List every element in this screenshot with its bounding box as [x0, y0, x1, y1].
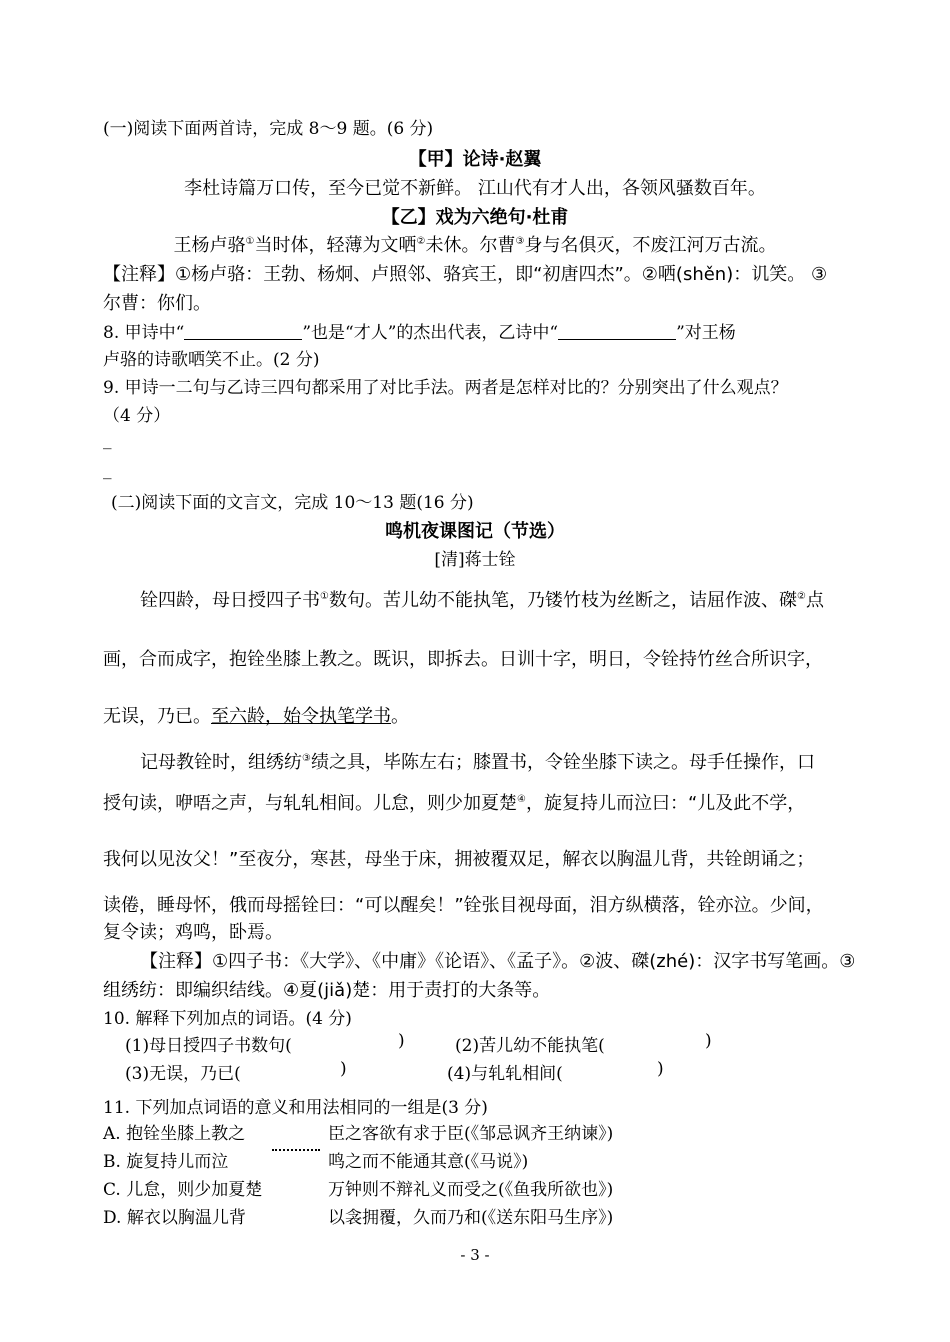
note-ref: ③: [302, 753, 311, 764]
answer-line-1[interactable]: _: [103, 430, 112, 450]
q11-option-d-right: 以衾拥覆，久而乃和(《送东阳马生序》): [328, 1208, 614, 1228]
question-11-stem: 11. 下列加点词语的意义和用法相同的一组是(3 分): [103, 1098, 488, 1118]
question-9-line1: 9. 甲诗一二句与乙诗三四句都采用了对比手法。两者是怎样对比的？分别突出了什么观点？: [103, 378, 788, 398]
page-number: - 3 -: [460, 1246, 490, 1264]
q11-option-b-left[interactable]: B. 旋复持儿而泣: [103, 1152, 229, 1172]
text-seg: ，旋复持儿而泣曰：“儿及此不学，: [525, 793, 806, 814]
passage-p1-line2: 画，合而成字，抱铨坐膝上教之。既识，即拆去。日训十字，明日，令铨持竹丝合所识字，: [103, 649, 823, 670]
question-8: [103, 318, 736, 343]
text-seg: 无误，乃已。: [103, 706, 211, 727]
passage-note-line2: 组绣纺：即编织结线。④夏(jiǎ)楚：用于责打的大条等。: [103, 980, 551, 1001]
q8-text: 8. 甲诗中“: [103, 323, 185, 343]
q10-item-2: (2)苦儿幼不能执笔(: [455, 1036, 605, 1056]
poem-note-line2: 尔曹：你们。: [103, 293, 211, 314]
question-8-line2: 卢骆的诗歌哂笑不止。(2 分): [103, 350, 320, 370]
q8-text: ”对王杨: [676, 323, 736, 343]
text-seg: 绩之具，毕陈左右；膝置书，令铨坐膝下读之。母手任操作，口: [310, 752, 815, 773]
text-seg: 铨四龄，母日授四子书: [140, 590, 320, 611]
passage-p2-line2: [103, 789, 805, 815]
text-seg: 记母教铨时，组绣纺: [140, 752, 302, 773]
passage-title: 鸣机夜课图记（节选）: [385, 521, 565, 542]
passage-author: [清]蒋士铨: [434, 550, 516, 570]
q10-item-3: (3)无误，乃已(: [125, 1064, 241, 1084]
poem-b-seg: 身与名俱灭，不废江河万古流。: [524, 235, 777, 256]
q11-option-c-right: 万钟则不辩礼义而受之(《鱼我所欲也》): [328, 1180, 614, 1200]
poem-b-seg: 未休。尔曹: [425, 235, 516, 256]
q8-blank-1[interactable]: [184, 323, 302, 340]
text-seg: 点: [805, 590, 824, 611]
q10-item-1-close: ): [398, 1031, 405, 1051]
note-ref: ②: [796, 591, 806, 602]
note-ref: ①: [245, 236, 255, 247]
note-ref: ③: [515, 236, 525, 247]
section1-intro: (一)阅读下面两首诗，完成 8～9 题。(6 分): [103, 119, 434, 139]
passage-p2-line5: 复令读；鸡鸣，卧焉。: [103, 922, 283, 943]
q10-item-4-close: ): [657, 1059, 664, 1079]
poem-a-title: 【甲】论诗·赵翼: [408, 149, 542, 170]
text-seg: 授句读，咿唔之声，与轧轧相间。儿怠，则少加夏楚: [103, 793, 517, 814]
passage-p2-line3: 我何以见汝父！”至夜分，寒甚，母坐于床，拥被覆双足，解衣以胸温儿背，共铨朗诵之；: [103, 849, 815, 870]
q11-option-b-right: 鸣之而不能通其意(《马说》): [328, 1152, 529, 1172]
poem-b-text: [0, 231, 950, 257]
q10-item-1: (1)母日授四子书数句(: [125, 1036, 292, 1056]
question-9-line2: （4 分）: [103, 406, 171, 426]
poem-note-line1: 【注释】①杨卢骆：王勃、杨炯、卢照邻、骆宾王，即“初唐四杰”。②哂(shěn)：讥笑。 ③: [103, 264, 828, 285]
q8-text: ”也是“才人”的杰出代表，乙诗中“: [302, 323, 559, 343]
q11-option-a-left[interactable]: A. 抱铨坐膝上教之: [103, 1124, 246, 1144]
text-seg: 数句。苦儿幼不能执笔，乃镂竹枝为丝断之，诘屈作波、磔: [328, 590, 797, 611]
passage-p1-line1: [140, 586, 824, 612]
emphasis-dots: [272, 1133, 320, 1152]
section2-intro: (二)阅读下面的文言文，完成 10～13 题(16 分): [111, 493, 474, 513]
q10-item-4: (4)与轧轧相间(: [447, 1064, 563, 1084]
passage-p1-line3: [103, 702, 409, 728]
q10-item-2-close: ): [705, 1031, 712, 1051]
q11-option-a-right: 臣之客欲有求于臣(《邹忌讽齐王纳谏》): [328, 1124, 614, 1144]
passage-note-line1: 【注释】①四子书：《大学》、《中庸》《论语》、《孟子》。②波、磔(zhé)：汉字书写笔画。③: [140, 951, 856, 972]
poem-b-seg: 王杨卢骆: [173, 235, 246, 256]
q8-blank-2[interactable]: [558, 323, 676, 340]
text-seg: 。: [391, 706, 409, 727]
underlined-sentence: 至六龄，始令执笔学书: [211, 706, 391, 727]
q11-option-c-left[interactable]: C. 儿怠，则少加夏楚: [103, 1180, 263, 1200]
poem-a-text: 李杜诗篇万口传，至今已觉不新鲜。 江山代有才人出，各领风骚数百年。: [184, 178, 766, 199]
poem-b-title: 【乙】戏为六绝句·杜甫: [381, 207, 569, 228]
answer-line-2[interactable]: _: [103, 460, 112, 480]
passage-p2-line4: 读倦，睡母怀，俄而母摇铨曰：“可以醒矣！”铨张目视母面，泪方纵横落，铨亦泣。少间，: [103, 895, 824, 916]
q11-option-d-left[interactable]: D. 解衣以胸温儿背: [103, 1208, 246, 1228]
passage-p2-line1: [140, 748, 815, 774]
note-ref: ②: [416, 236, 426, 247]
note-ref: ④: [517, 794, 526, 805]
note-ref: ①: [320, 591, 329, 602]
q10-item-3-close: ): [340, 1059, 347, 1079]
question-10-stem: 10. 解释下列加点的词语。(4 分): [103, 1009, 352, 1029]
poem-b-seg: 当时体，轻薄为文哂: [254, 235, 417, 256]
